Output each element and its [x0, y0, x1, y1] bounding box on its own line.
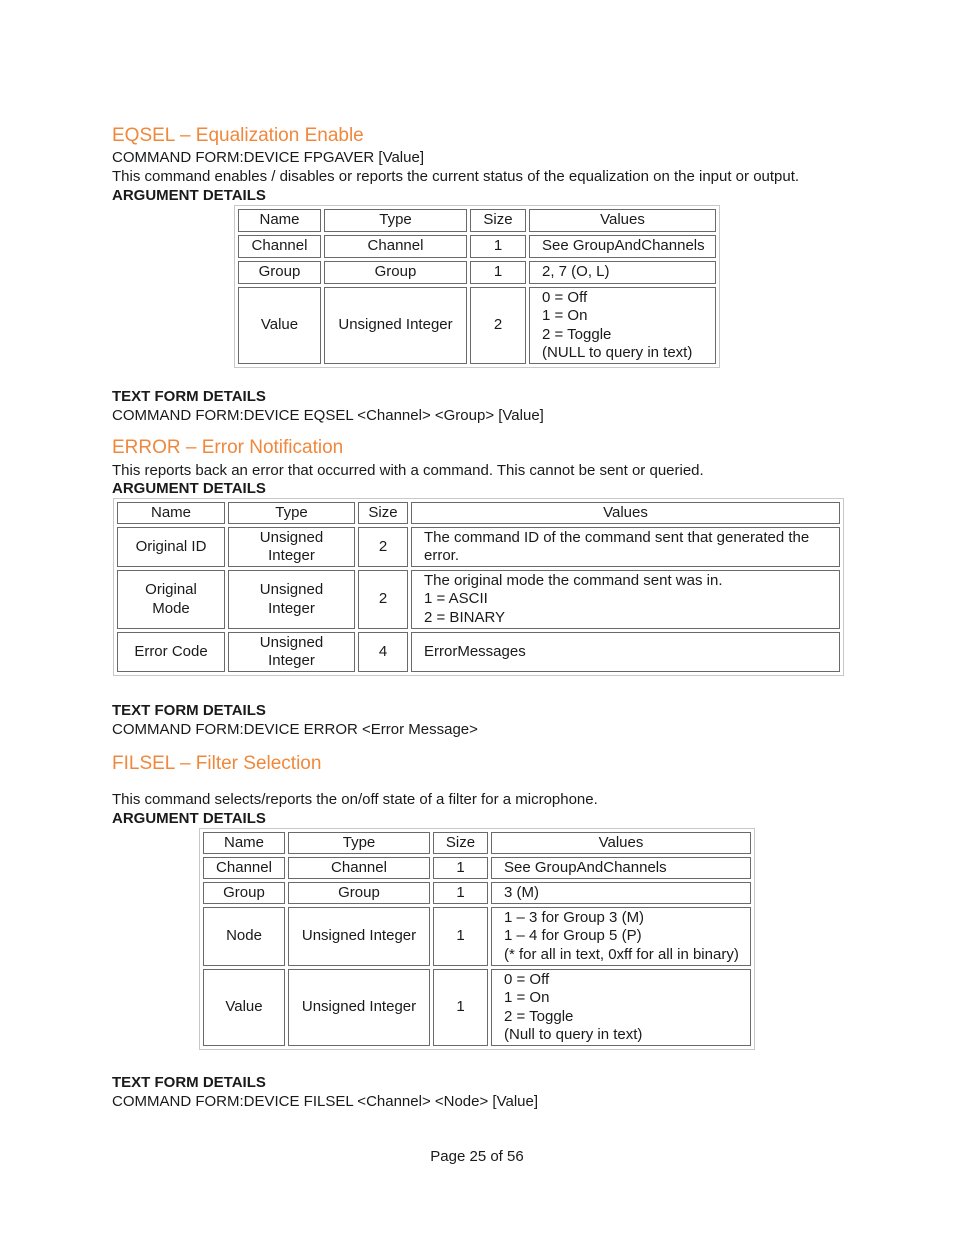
error-text-form-heading: TEXT FORM DETAILS: [112, 702, 266, 719]
table-row: [203, 969, 751, 1046]
cell-size: 1: [470, 261, 526, 284]
error-description: This reports back an error that occurred with a command. This cannot be sent or queried.: [112, 462, 704, 479]
cell-type: Unsigned Integer: [288, 907, 430, 966]
cell-type: [228, 632, 355, 672]
name-line: Original: [145, 581, 197, 598]
table-row: [203, 907, 751, 966]
eqsel-argument-table: [234, 205, 720, 368]
eqsel-title: EQSEL – Equalization Enable: [112, 125, 364, 146]
cell-name: Value: [203, 969, 285, 1046]
header-values: Values: [491, 832, 751, 854]
cell-values: [491, 969, 751, 1046]
table-row: [117, 570, 840, 629]
type-line: Integer: [268, 547, 315, 564]
table-row: [238, 235, 716, 258]
cell-size: 2: [358, 527, 408, 567]
cell-values: [411, 527, 840, 567]
type-line: Unsigned: [259, 633, 324, 651]
value-line: 2 = Toggle: [542, 325, 612, 343]
eqsel-argument-heading: ARGUMENT DETAILS: [112, 187, 266, 204]
value-line: 1 – 3 for Group 3 (M): [504, 908, 645, 926]
header-values: Values: [411, 502, 840, 524]
eqsel-text-form-heading: TEXT FORM DETAILS: [112, 388, 266, 405]
value-line: (* for all in text, 0xff for all in binary): [504, 945, 739, 963]
cell-name: [117, 632, 225, 672]
header-type: Type: [324, 209, 467, 232]
table-row: [117, 527, 840, 567]
header-name: Name: [117, 502, 225, 524]
table-row: [238, 261, 716, 284]
value-line: 1 = On: [504, 989, 550, 1006]
table-row: [238, 287, 716, 364]
header-size: Size: [358, 502, 408, 524]
header-size: Size: [433, 832, 488, 854]
table-header-row: [238, 209, 716, 232]
header-name: Name: [238, 209, 321, 232]
cell-size: 2: [470, 287, 526, 364]
header-type: Type: [288, 832, 430, 854]
value-line: 2 = Toggle: [504, 1007, 574, 1025]
cell-size: 1: [433, 857, 488, 879]
cell-name: Group: [238, 261, 321, 284]
header-size: Size: [470, 209, 526, 232]
table-row: [117, 632, 840, 672]
cell-name: [117, 570, 225, 629]
cell-size: 4: [358, 632, 408, 672]
name-line: Original ID: [135, 537, 207, 555]
filsel-argument-table: [199, 828, 755, 1050]
name-line: Error Code: [134, 642, 208, 660]
filsel-text-form-heading: TEXT FORM DETAILS: [112, 1074, 266, 1091]
value-line: (Null to query in text): [504, 1026, 643, 1043]
value-line: error.: [424, 547, 460, 564]
value-line: 1 = ASCII: [424, 590, 488, 608]
name-line: Mode: [152, 599, 190, 617]
cell-values: See GroupAndChannels: [491, 857, 751, 879]
cell-name: Group: [203, 882, 285, 904]
table-row: [203, 882, 751, 904]
error-title: ERROR – Error Notification: [112, 437, 344, 458]
error-text-form: COMMAND FORM:DEVICE ERROR <Error Message>: [112, 721, 478, 738]
filsel-description: This command selects/reports the on/off state of a filter for a microphone.: [112, 791, 598, 808]
cell-type: Unsigned Integer: [288, 969, 430, 1046]
cell-type: [228, 570, 355, 629]
cell-name: Channel: [238, 235, 321, 258]
value-line: 1 = On: [542, 307, 588, 324]
value-line: 0 = Off: [542, 288, 588, 306]
header-type: Type: [228, 502, 355, 524]
cell-name: Channel: [203, 857, 285, 879]
cell-type: Unsigned Integer: [324, 287, 467, 364]
type-line: Integer: [268, 599, 315, 617]
cell-type: [228, 527, 355, 567]
value-line: The original mode the command sent was in.: [424, 571, 723, 589]
cell-values: [491, 907, 751, 966]
header-values: Values: [529, 209, 716, 232]
table-row: [203, 857, 751, 879]
cell-name: [117, 527, 225, 567]
type-line: Integer: [268, 652, 315, 669]
error-argument-heading: ARGUMENT DETAILS: [112, 480, 266, 497]
type-line: Unsigned: [259, 581, 324, 598]
table-header-row: [203, 832, 751, 854]
cell-size: 1: [433, 882, 488, 904]
page-number: Page 25 of 56: [430, 1148, 524, 1165]
value-line: 0 = Off: [504, 970, 550, 988]
cell-size: 1: [433, 907, 488, 966]
value-line: 2 = BINARY: [424, 608, 506, 626]
cell-values: 2, 7 (O, L): [529, 261, 716, 284]
filsel-title: FILSEL – Filter Selection: [112, 753, 322, 774]
eqsel-command-form: COMMAND FORM:DEVICE FPGAVER [Value]: [112, 149, 424, 166]
cell-type: Group: [324, 261, 467, 284]
error-argument-table: [113, 498, 844, 676]
value-line: 1 – 4 for Group 5 (P): [504, 927, 642, 945]
table-header-row: [117, 502, 840, 524]
value-line: (NULL to query in text): [542, 344, 693, 361]
filsel-argument-heading: ARGUMENT DETAILS: [112, 810, 266, 827]
cell-type: Channel: [288, 857, 430, 879]
cell-type: Group: [288, 882, 430, 904]
cell-size: 2: [358, 570, 408, 629]
cell-values: [411, 570, 840, 629]
cell-type: Channel: [324, 235, 467, 258]
filsel-text-form: COMMAND FORM:DEVICE FILSEL <Channel> <Node> [Value]: [112, 1093, 538, 1110]
type-line: Unsigned: [259, 528, 324, 546]
cell-size: 1: [433, 969, 488, 1046]
cell-name: Value: [238, 287, 321, 364]
cell-values: 3 (M): [491, 882, 751, 904]
cell-name: Node: [203, 907, 285, 966]
eqsel-text-form: COMMAND FORM:DEVICE EQSEL <Channel> <Group> [Value]: [112, 407, 544, 424]
cell-values: [529, 287, 716, 364]
cell-values: See GroupAndChannels: [529, 235, 716, 258]
value-line: The command ID of the command sent that generated the: [424, 528, 810, 546]
cell-size: 1: [470, 235, 526, 258]
eqsel-description: This command enables / disables or reports the current status of the equalization on the input or output.: [112, 168, 800, 185]
header-name: Name: [203, 832, 285, 854]
cell-values: ErrorMessages: [411, 632, 840, 672]
